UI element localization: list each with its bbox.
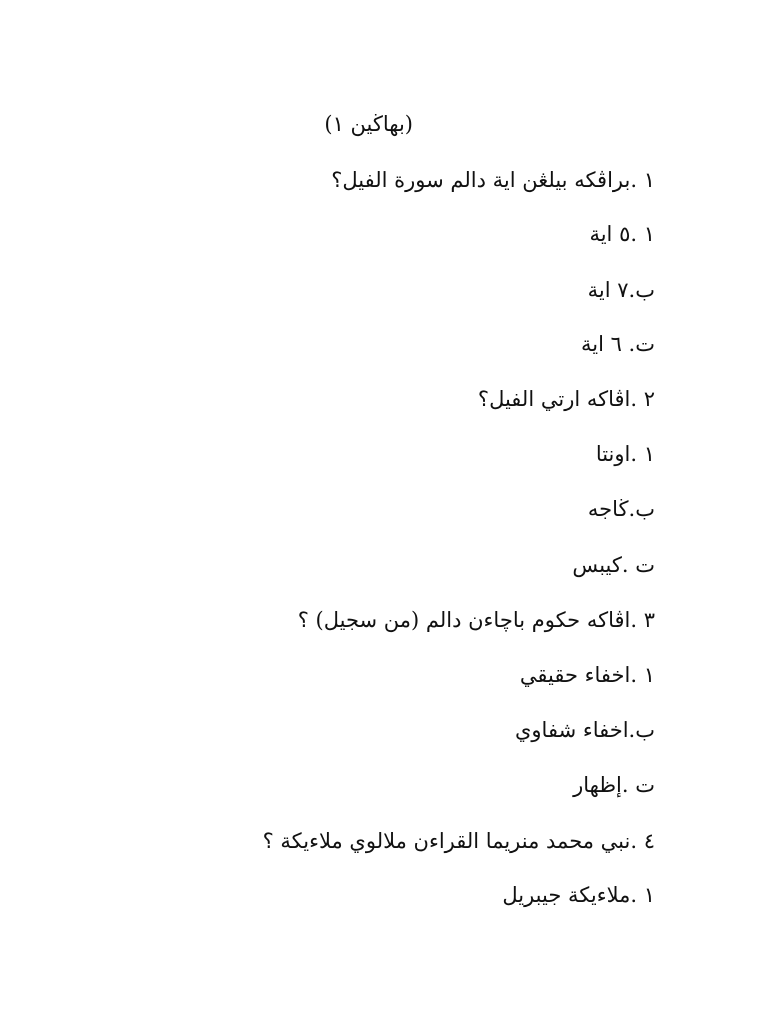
question-4: ٤ .نبي محمد منريما القراءن ملالوي ملاءيكة ؟ bbox=[262, 829, 655, 853]
question-2: ٢ .اڤاكه ارتي الفيل؟ bbox=[477, 387, 655, 411]
question-1-option-c: ت. ٦ اية bbox=[580, 332, 655, 356]
question-1-option-a: ١ .٥ اية bbox=[589, 222, 655, 246]
question-1: ١ .براڤكه بيلڠن اية دالم سورة الفيل؟ bbox=[331, 168, 655, 192]
question-3-option-a: ١ .اخفاء حقيقي bbox=[519, 663, 655, 687]
question-2-option-b: ب.ڬاجه bbox=[587, 497, 655, 521]
question-2-option-c: ت .كيبس bbox=[572, 553, 655, 577]
question-2-option-a: ١ .اونتا bbox=[595, 442, 655, 466]
section-title: (بهاڬين ١) bbox=[324, 112, 413, 136]
question-4-option-a: ١ .ملاءيكة جيبريل bbox=[502, 883, 655, 907]
question-3: ٣ .اڤاكه حكوم باچاءن دالم (من سجيل) ؟ bbox=[297, 608, 655, 632]
question-3-option-c: ت .إظهار bbox=[573, 773, 655, 797]
question-1-option-b: ب.٧ اية bbox=[587, 278, 655, 302]
question-3-option-b: ب.اخفاء شفاوي bbox=[514, 718, 655, 742]
